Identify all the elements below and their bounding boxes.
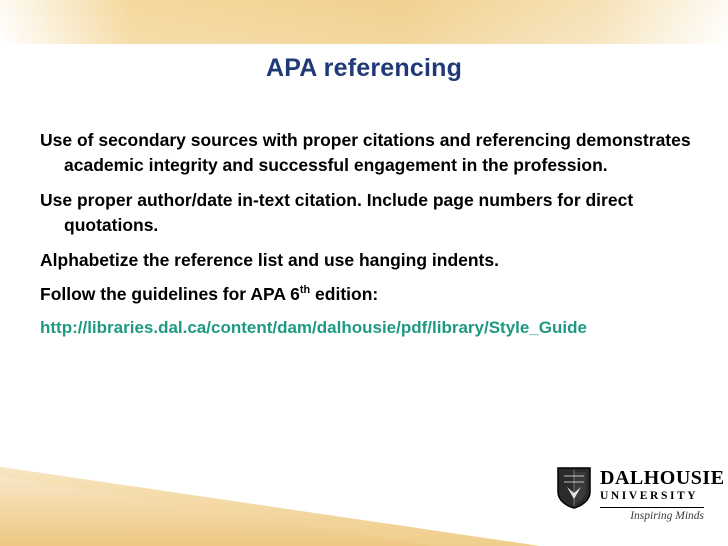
dalhousie-logo xyxy=(556,466,725,528)
logo-name: DALHOUSIE xyxy=(600,467,725,489)
bullet-item-2 xyxy=(40,188,700,239)
bullet-item-5[interactable] xyxy=(40,316,700,341)
slide-body xyxy=(40,128,700,350)
style-guide-link[interactable]: http://libraries.dal.ca/content/dam/dalhousie/pdf/library/Style_Guide xyxy=(40,318,587,338)
bullet-text-2: Use proper author/date in-text citation. Include page numbers for direct quotations. xyxy=(40,189,634,236)
top-decorative-band-inner xyxy=(0,0,728,44)
bullet-text-4-superscript: th xyxy=(299,284,311,297)
shield-icon xyxy=(556,466,592,510)
logo-subtitle: UNIVERSITY xyxy=(600,490,699,502)
logo-divider xyxy=(600,507,704,508)
bullet-item-1 xyxy=(40,128,700,179)
top-decorative-band xyxy=(0,0,728,44)
bullet-item-4 xyxy=(40,282,700,307)
bullet-text-4-after: edition: xyxy=(310,283,379,304)
bullet-text-4-before: Follow the guidelines for APA 6 xyxy=(40,283,300,304)
bullet-item-3 xyxy=(40,248,700,273)
bullet-text-3: Alphabetize the reference list and use hanging indents. xyxy=(40,249,499,270)
slide-title: APA referencing xyxy=(265,54,463,82)
bullet-text-1: Use of secondary sources with proper citations and referencing demonstrates academic integrity and successful engagement in the profession. xyxy=(40,130,691,176)
logo-wordmark xyxy=(600,466,725,522)
logo-tagline: Inspiring Minds xyxy=(630,509,704,522)
